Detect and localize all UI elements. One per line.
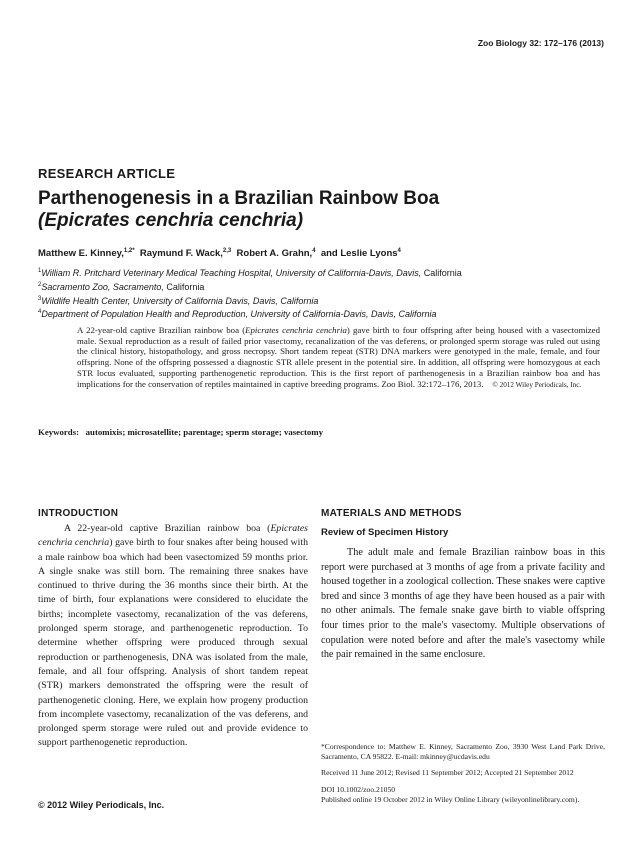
methods-heading: MATERIALS AND METHODS — [321, 508, 462, 519]
affiliation-number: 4 — [38, 309, 42, 316]
author-affil-sup: 4 — [397, 248, 401, 254]
affiliation-text: Department of Population Health and Reproduction, University of California-Davis, Davis, California — [41, 309, 437, 320]
article-notes — [321, 742, 605, 811]
abstract-copyright: © 2012 Wiley Periodicals, Inc. — [492, 380, 582, 389]
correspondence-note: *Correspondence to: Matthew E. Kinney, Sacramento Zoo, 3930 West Land Park Drive, Sacramento, CA 95822. E-mail: mkinney@ucdavis.edu — [321, 742, 605, 762]
author-affil-sup: 4 — [312, 248, 316, 254]
published-note: Published online 19 October 2012 in Wiley Online Library (wileyonlinelibrary.com). — [321, 794, 580, 804]
intro-paragraph — [38, 522, 308, 751]
affiliation-number: 3 — [38, 295, 42, 302]
footer-copyright: © 2012 Wiley Periodicals, Inc. — [38, 800, 165, 810]
doi: DOI 10.1002/zoo.21050 — [321, 784, 396, 794]
section-type-label: RESEARCH ARTICLE — [38, 166, 176, 181]
abstract — [77, 325, 600, 390]
affiliation-text: Wildlife Health Center, University of California Davis, Davis, California — [41, 295, 319, 306]
author-name: Raymund F. Wack, — [139, 248, 223, 260]
methods-paragraph: The adult male and female Brazilian rainbow boas in this report were purchased at 3 months of age from a private facility and housed together in a zoological collection. These snakes were captive bred and since 3 months of age they have been housed as a pair with no other animals. The female snake gave birth to viable offspring four times prior to the male's vasectomy. Multiple observations of copulation were noted before and after the male's vasectomy while the pair remained in the same enclosure. — [321, 547, 605, 661]
received-dates: Received 11 June 2012; Revised 11 September 2012; Accepted 21 September 2012 — [321, 768, 574, 778]
intro-column — [38, 522, 308, 751]
affiliation-item — [38, 280, 608, 294]
affiliation-extra: California — [423, 268, 462, 278]
affiliation-item — [38, 294, 608, 308]
title-line-2: (Epicrates cenchria cenchria) — [38, 210, 304, 231]
affiliation-item — [38, 307, 608, 321]
affiliation-list — [38, 266, 608, 321]
intro-species: Epicrates cenchria cenchria — [38, 523, 308, 549]
title-line-1: Parthenogenesis in a Brazilian Rainbow Boa — [38, 188, 440, 209]
author-name: Robert A. Grahn, — [236, 248, 313, 260]
author-affil-sup: 1,2* — [123, 248, 135, 254]
affiliation-number: 2 — [38, 281, 42, 288]
keywords — [38, 427, 323, 437]
intro-text: A 22-year-old captive Brazilian rainbow boa ( — [64, 523, 271, 534]
author-list — [38, 248, 401, 259]
intro-text-body: ) gave birth to four snakes after being housed with a male rainbow boa which had been vasectomized 59 months prior. A single snake was still born. The remaining three snakes have continued to thrive during the 36 months since their birth. At the time of birth, four explanations were considered to elucidate the births; incomplete vasectomy, recanalization of the vas deferens, prolonged sperm storage, and parthenogenetic reproduction. To determine whether offspring were produced through sexual reproduction or parthenogenesis, DNA was isolated from the male, female, and all four offspring. Analysis of short tandem repeat (STR) markers demonstrated the offspring were the result of parthenogenetic cloning. Here, we explain how progeny production from incomplete vasectomy, recanalization of the vas deferens, and prolonged sperm storage were ruled out and provide evidence to support parthenogenetic reproduction. — [38, 537, 309, 749]
intro-heading: INTRODUCTION — [38, 508, 119, 519]
affiliation-text: Sacramento Zoo, Sacramento, — [41, 281, 164, 292]
affiliation-text: William R. Pritchard Veterinary Medical Teaching Hospital, University of California-Davis, Davis, — [41, 268, 422, 278]
abstract-species: Epicrates cenchria cenchria — [245, 325, 347, 335]
keywords-list: automixis; microsatellite; parentage; sperm storage; vasectomy — [85, 427, 324, 437]
affiliation-number: 1 — [38, 268, 42, 274]
abstract-text-body: ) gave birth to four offspring after being housed with a vasectomized male. Sexual reproduction as a result of failed prior vasectomy, recanalization of the vas deferens, or prolonged sperm storage was ruled out using the clinical history, histopathology, and gross necropsy. Short tandem repeat (STR) DNA markers were genotyped in the male, female, and four offspring. None of the offspring possessed a diagnostic STR allele present in the potential sire. In addition, all offspring were homozygous at each STR locus evaluated, supporting parthenogenetic reproduction. This is the first report of parthenogenesis in a Brazilian rainbow boa and has implications for the conservation of reptiles maintained in captive breeding programs. — [77, 325, 600, 389]
affiliation-item — [38, 266, 608, 280]
article-title — [38, 188, 598, 232]
affiliation-extra: California — [166, 281, 205, 292]
author-affil-sup: 2,3 — [222, 248, 232, 254]
abstract-text: A 22-year-old captive Brazilian rainbow boa ( — [77, 325, 246, 335]
author-name: and Leslie Lyons — [320, 248, 398, 260]
methods-column — [321, 546, 605, 663]
author-name: Matthew E. Kinney, — [38, 248, 124, 260]
keywords-label: Keywords: — [38, 427, 80, 437]
abstract-citation: Zoo Biol. 32:172–176, 2013. — [381, 378, 484, 389]
methods-subheading: Review of Specimen History — [321, 527, 449, 538]
journal-reference: Zoo Biology 32: 172–176 (2013) — [477, 38, 604, 48]
